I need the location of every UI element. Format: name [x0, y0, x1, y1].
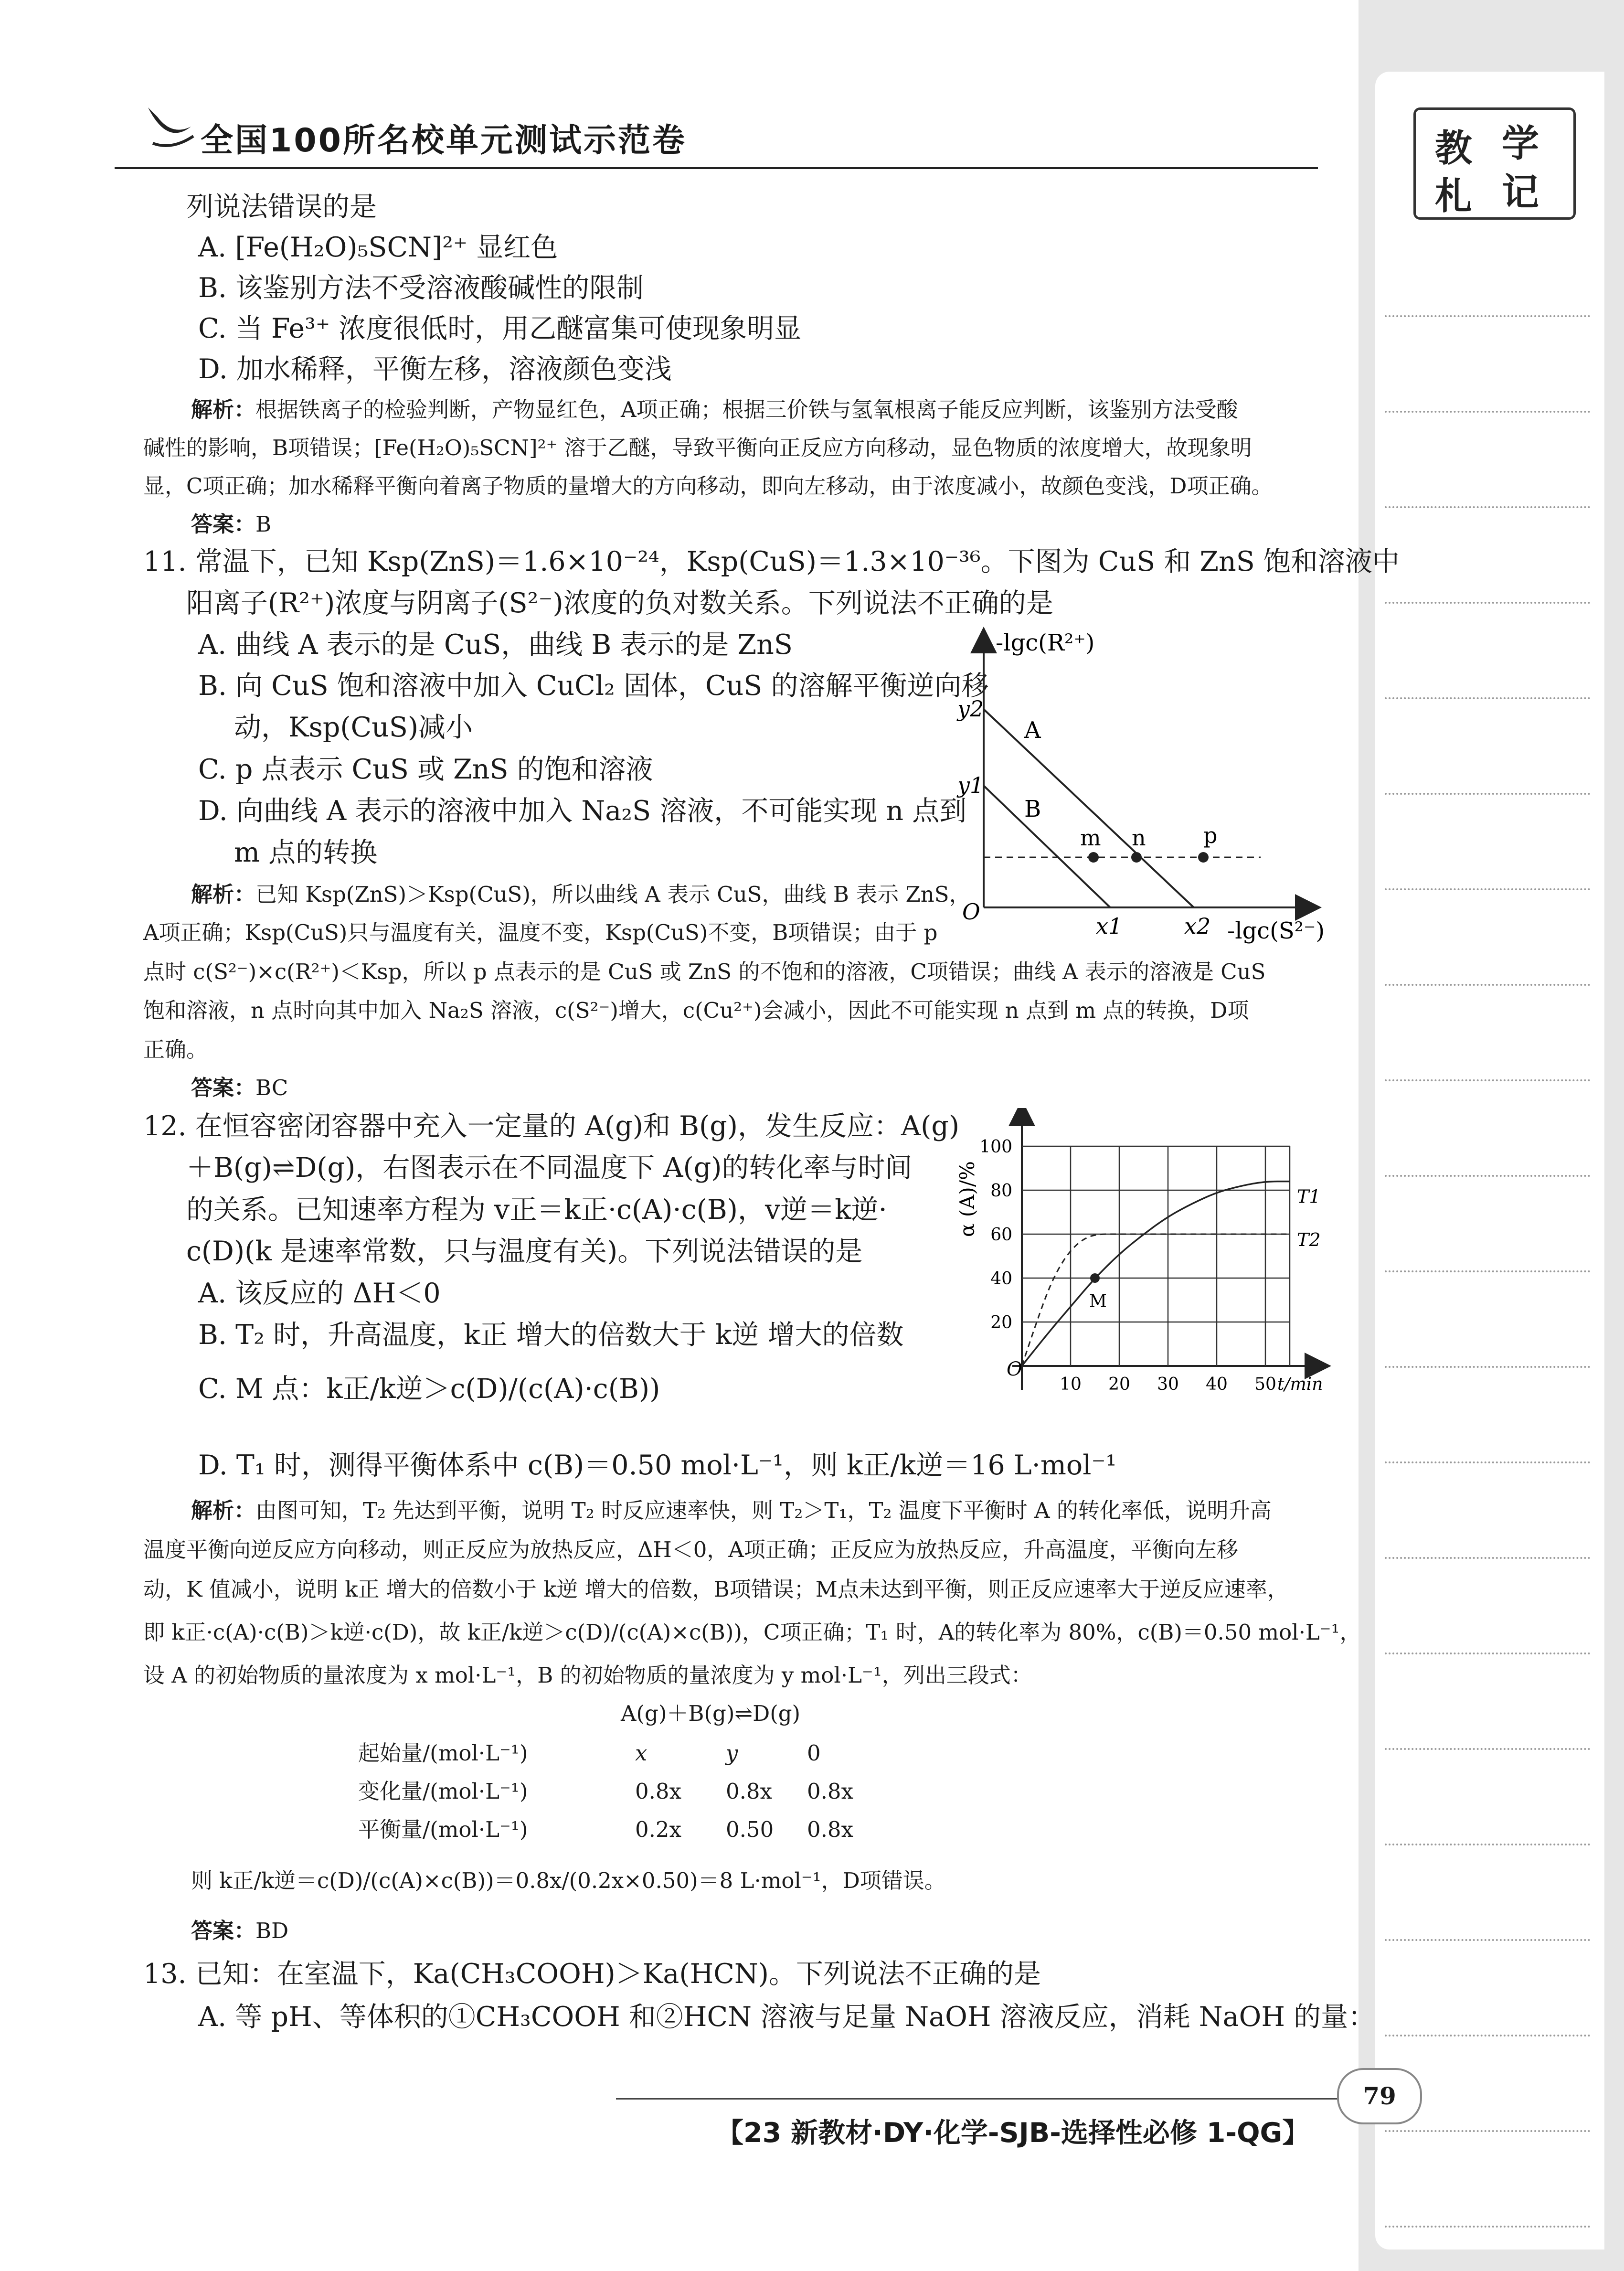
q13-stem: 13. 已知：在室温下，Ka(CH₃COOH)＞Ka(HCN)。下列说法不正确的是	[143, 1958, 1041, 1990]
logo-icon	[143, 98, 196, 155]
series-t1-label: T1	[1297, 1186, 1321, 1207]
analysis-label: 解析：	[191, 882, 256, 907]
q10-option-b: B. 该鉴别方法不受溶液酸碱性的限制	[198, 272, 644, 304]
q11-analysis-line: 饱和溶液，n 点时向其中加入 Na₂S 溶液，c(S²⁻)增大，c(Cu²⁺)会减小，因此不可能实现 n 点到 m 点的转换，D项	[143, 998, 1249, 1023]
q12-chart	[950, 1108, 1332, 1404]
table-cell: 0.50	[726, 1817, 774, 1842]
header-rule	[115, 167, 1318, 169]
q11-option-c: C. p 点表示 CuS 或 ZnS 的饱和溶液	[198, 754, 653, 785]
series-t1-line	[1022, 1182, 1290, 1366]
x-axis-label: -lgc(S²⁻)	[1227, 917, 1325, 944]
note-line	[1385, 1653, 1590, 1654]
x-tick-label: 50	[1254, 1375, 1276, 1394]
y-tick-label: 80	[990, 1181, 1012, 1201]
q11-option-d: D. 向曲线 A 表示的溶液中加入 Na₂S 溶液，不可能实现 n 点到	[198, 795, 967, 827]
series-t2-label: T2	[1297, 1229, 1321, 1250]
note-line	[1385, 1175, 1590, 1177]
point-n	[1131, 852, 1142, 863]
note-line	[1385, 697, 1590, 699]
y-tick-label: 20	[990, 1313, 1012, 1333]
table-cell: y	[726, 1740, 738, 1766]
note-line	[1385, 793, 1590, 795]
note-line	[1385, 888, 1590, 890]
q11-stem: 阳离子(R²⁺)浓度与阴离子(S²⁻)浓度的负对数关系。下列说法不正确的是	[186, 587, 1053, 619]
chart-y-label: α (A)/%	[955, 1161, 979, 1237]
q12-option-b: B. T₂ 时，升高温度，k正 增大的倍数大于 k逆 增大的倍数	[198, 1319, 904, 1351]
point-m-label: m	[1080, 825, 1101, 851]
page-number: 79	[1337, 2068, 1422, 2124]
x-tick-label: 40	[1206, 1375, 1228, 1394]
q10-analysis-line: 碱性的影响，B项错误；[Fe(H₂O)₅SCN]²⁺ 溶于乙醚，导致平衡向正反应方向移动，显色物质的浓度增大，故现象明	[143, 435, 1252, 460]
table-row-label: 平衡量/(mol·L⁻¹)	[358, 1817, 528, 1842]
q12-option-d: D. T₁ 时，测得平衡体系中 c(B)＝0.50 mol·L⁻¹，则 k正/k逆＝16 L·mol⁻¹	[198, 1450, 1117, 1481]
y-tick-label: 40	[990, 1269, 1012, 1289]
q12-analysis-line: 由图可知，T₂ 先达到平衡，说明 T₂ 时反应速率快，则 T₂＞T₁，T₂ 温度下平衡时 A 的转化率低，说明升高	[255, 1498, 1272, 1523]
q12-conclusion: 则 k正/k逆＝c(D)/(c(A)×c(B))＝0.8x/(0.2x×0.50)＝8 L·mol⁻¹，D项错误。	[191, 1868, 946, 1893]
q10-stem: 列说法错误的是	[186, 191, 377, 223]
answer-label: 答案：	[191, 1918, 256, 1943]
q12-answer: BD	[255, 1918, 289, 1943]
origin-label: O	[962, 899, 980, 925]
q10-option-d: D. 加水稀释，平衡左移，溶液颜色变浅	[198, 353, 672, 385]
note-line	[1385, 2130, 1590, 2132]
q12-stem: ＋B(g)⇌D(g)，右图表示在不同温度下 A(g)的转化率与时间	[186, 1152, 913, 1183]
notes-title-char: 教	[1435, 127, 1473, 170]
point-m-marker	[1090, 1273, 1100, 1283]
answer-label: 答案：	[191, 512, 256, 537]
point-p-label: p	[1203, 822, 1218, 848]
q12-stem: 的关系。已知速率方程为 v正＝k正·c(A)·c(B)，v逆＝k逆·	[186, 1194, 887, 1226]
curve-a-label: A	[1024, 717, 1041, 744]
analysis-label: 解析：	[191, 397, 256, 422]
table-cell: 0.8x	[726, 1779, 772, 1804]
q12-analysis-line: 动，K 值减小，说明 k正 增大的倍数小于 k逆 增大的倍数，B项错误；M点未达到平衡，则正反应速率大于逆反应速率，	[143, 1577, 1289, 1602]
note-line	[1385, 1557, 1590, 1559]
table-row-label: 变化量/(mol·L⁻¹)	[358, 1779, 528, 1804]
notes-title-char: 学	[1502, 122, 1539, 165]
q12-analysis-line: 即 k正·c(A)·c(B)＞k逆·c(D)，故 k正/k逆＞c(D)/(c(A)×c(B))，C项正确；T₁ 时，A的转化率为 80%，c(B)＝0.50 mol·L⁻¹，	[143, 1620, 1361, 1645]
answer-label: 答案：	[191, 1075, 256, 1100]
q11-stem: 11. 常温下，已知 Ksp(ZnS)＝1.6×10⁻²⁴，Ksp(CuS)＝1.3×10⁻³⁶。下图为 CuS 和 ZnS 饱和溶液中	[143, 546, 1400, 577]
note-line	[1385, 1366, 1590, 1368]
q11-answer: BC	[255, 1075, 288, 1100]
q11-analysis-line: 点时 c(S²⁻)×c(R²⁺)＜Ksp，所以 p 点表示的是 CuS 或 ZnS 的不饱和的溶液，C项错误；曲线 A 表示的溶液是 CuS	[143, 959, 1266, 984]
q11-analysis-line: 已知 Ksp(ZnS)＞Ksp(CuS)，所以曲线 A 表示 CuS，曲线 B 表示 ZnS，	[255, 882, 971, 907]
x-tick-label: 30	[1157, 1375, 1179, 1394]
q12-table-head: A(g)＋B(g)⇌D(g)	[621, 1701, 801, 1726]
tick-y2: y2	[957, 696, 984, 722]
q10-option-c: C. 当 Fe³⁺ 浓度很低时，用乙醚富集可使现象明显	[198, 313, 802, 344]
note-line	[1385, 1461, 1590, 1463]
x-tick-label: 20	[1108, 1375, 1130, 1394]
analysis-label: 解析：	[191, 1498, 256, 1523]
table-cell: 0	[807, 1740, 821, 1766]
q11-graph	[945, 621, 1375, 955]
note-line	[1385, 2035, 1590, 2036]
notes-title-char: 札	[1435, 174, 1473, 218]
q10-analysis-line: 显，C项正确；加水稀释平衡向着离子物质的量增大的方向移动，即向左移动，由于浓度减小，故颜色变浅，D项正确。	[143, 473, 1273, 499]
note-line	[1385, 602, 1590, 604]
q12-option-a: A. 该反应的 ΔH＜0	[198, 1278, 441, 1309]
q11-analysis-line: A项正确；Ksp(CuS)只与温度有关，温度不变，Ksp(CuS)不变，B项错误；由于 p	[143, 920, 938, 945]
point-p	[1198, 852, 1209, 863]
q11-option-d-cont: m 点的转换	[234, 837, 378, 868]
q12-stem: 12. 在恒容密闭容器中充入一定量的 A(g)和 B(g)，发生反应：A(g)	[143, 1110, 960, 1142]
curve-b-label: B	[1024, 796, 1041, 822]
table-cell: 0.8x	[635, 1779, 681, 1804]
note-line	[1385, 1748, 1590, 1750]
point-n-label: n	[1132, 825, 1146, 851]
footer-rule	[616, 2098, 1361, 2100]
notes-panel	[1375, 72, 1604, 2250]
chart-origin: O	[1007, 1358, 1022, 1380]
chart-grid	[1022, 1146, 1290, 1366]
q13-option-a: A. 等 pH、等体积的①CH₃COOH 和②HCN 溶液与足量 NaOH 溶液反应，消耗 NaOH 的量：	[198, 2001, 1376, 2033]
note-line	[1385, 1939, 1590, 1941]
q11-option-b: B. 向 CuS 饱和溶液中加入 CuCl₂ 固体，CuS 的溶解平衡逆向移	[198, 670, 989, 702]
note-line	[1385, 1270, 1590, 1272]
tick-x2: x2	[1184, 913, 1211, 939]
tick-y1: y1	[957, 772, 984, 798]
y-tick-label: 60	[990, 1225, 1012, 1245]
q10-option-a: A. [Fe(H₂O)₅SCN]²⁺ 显红色	[198, 232, 558, 263]
tick-x1: x1	[1096, 913, 1123, 939]
table-cell: 0.8x	[807, 1817, 853, 1842]
note-line	[1385, 984, 1590, 986]
table-cell: 0.2x	[635, 1817, 681, 1842]
chart-ticks	[979, 1137, 1276, 1394]
notes-title-box	[1413, 107, 1576, 220]
note-line	[1385, 315, 1590, 317]
q12-analysis-line: 设 A 的初始物质的量浓度为 x mol·L⁻¹，B 的初始物质的量浓度为 y mol·L⁻¹，列出三段式：	[143, 1663, 1032, 1688]
point-m	[1088, 852, 1099, 863]
table-row-label: 起始量/(mol·L⁻¹)	[358, 1740, 528, 1766]
notes-title-char: 记	[1502, 171, 1539, 214]
q11-analysis-line: 正确。	[143, 1037, 208, 1062]
note-line	[1385, 506, 1590, 508]
point-m-label: M	[1089, 1291, 1107, 1311]
table-cell: x	[635, 1740, 647, 1766]
q12-stem: c(D)(k 是速率常数，只与温度有关)。下列说法错误的是	[186, 1236, 863, 1267]
table-cell: 0.8x	[807, 1779, 853, 1804]
curve-a	[984, 709, 1194, 907]
q10-answer: B	[255, 512, 272, 537]
q11-option-a: A. 曲线 A 表示的是 CuS，曲线 B 表示的是 ZnS	[198, 629, 793, 661]
footer-text: 【23 新教材·DY·化学-SJB-选择性必修 1-QG】	[716, 2117, 1310, 2149]
q12-option-c: C. M 点：k正/k逆＞c(D)/(c(A)·c(B))	[198, 1373, 660, 1405]
note-line	[1385, 2226, 1590, 2228]
q11-option-b-cont: 动，Ksp(CuS)减小	[234, 712, 473, 743]
chart-x-label: t/min	[1277, 1375, 1323, 1394]
q10-analysis-line: 根据铁离子的检验判断，产物显红色，A项正确；根据三价铁与氢氧根离子能反应判断，该鉴别方法受酸	[255, 397, 1238, 422]
note-line	[1385, 1844, 1590, 1845]
series-t2-line	[1022, 1234, 1290, 1366]
y-axis-label: -lgc(R²⁺)	[996, 629, 1095, 656]
x-tick-label: 10	[1060, 1375, 1082, 1394]
note-line	[1385, 1079, 1590, 1081]
q12-analysis-line: 温度平衡向逆反应方向移动，则正反应为放热反应，ΔH＜0，A项正确；正反应为放热反应，升高温度，平衡向左移	[143, 1537, 1238, 1562]
note-line	[1385, 411, 1590, 413]
header-title: 全国100所名校单元测试示范卷	[201, 122, 687, 160]
y-tick-label: 100	[979, 1137, 1012, 1157]
